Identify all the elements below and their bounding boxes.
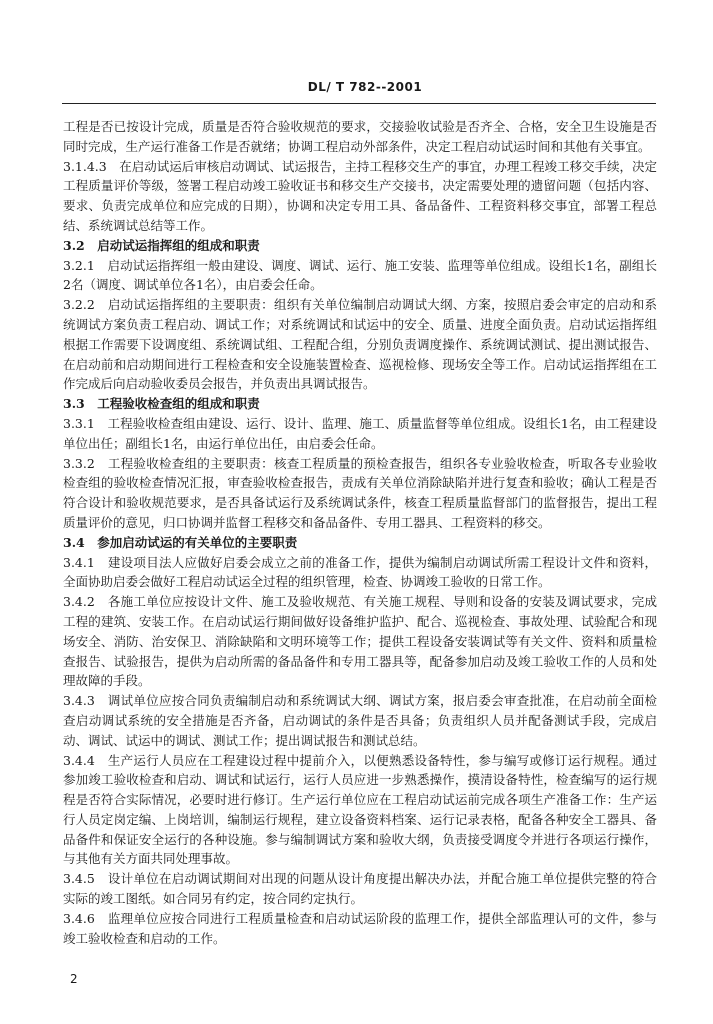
page-number: 2 <box>70 972 78 986</box>
paragraph-continuation: 工程是否已按设计完成，质量是否符合验收规范的要求，交接验收试验是否齐全、合格，安全卫生设施是否同时完成，生产运行准备工作是否就绪；协调工程启动外部条件，决定工程启动试运时间和其他有关事宜。 <box>63 119 657 154</box>
heading-3-2: 3.2 启动试运指挥组的组成和职责 <box>63 237 260 253</box>
clause-3-2-2: 3.2.2 启动试运指挥组的主要职责：组织有关单位编制启动调试大纲、方案，按照启委会审定的启动和系统调试方案负责工程启动、调试工作；对系统调试和试运中的安全、质量、进度全面负责。启动试运指挥组根据工作需要下设调度组、系统调试组、工程配合组，分别负责调度操作、系统调试测试、提出测试报告、在启动前和启动期间进行工程检查和安全设施装置检查、巡视检修、现场安全等工作。启动试运指挥组在工作完成后向启动验收委员会报告，并负责出具调试报告。 <box>63 297 657 392</box>
clause-3-4-1: 3.4.1 建设项目法人应做好启委会成立之前的准备工作，提供为编制启动调试所需工程设计文件和资料，全面协助启委会做好工程启动试运全过程的组织管理，检查、协调竣工验收的日常工作。 <box>63 554 657 590</box>
clause-3-4-3: 3.4.3 调试单位应按合同负责编制启动和系统调试大纲、调试方案，报启委会审查批准，在启动前全面检查启动调试系统的安全措施是否齐备，启动调试的条件是否具备；负责组织人员并配备测试手段，完成启动、调试、试运中的调试、测试工作；提出调试报告和测试总结。 <box>63 693 657 748</box>
heading-3-3: 3.3 工程验收检查组的组成和职责 <box>63 396 260 412</box>
clause-3-4-4: 3.4.4 生产运行人员应在工程建设过程中提前介入，以便熟悉设备特性，参与编写或修订运行规程。通过参加竣工验收检查和启动、调试和试运行，运行人员应进一步熟悉操作，摸清设备特性，检查编写的运行规程是否符合实际情况，必要时进行修订。生产运行单位应在工程启动试运前完成各项生产准备工作：生产运行人员定岗定编、上岗培训，编制运行规程，建立设备资料档案、运行记录表格，配备各种安全工器具、备品备件和保证安全运行的各种设施。参与编制调试方案和验收大纲，负责接受调度令并进行各项运行操作，与其他有关方面共同处理事故。 <box>63 752 657 867</box>
header-rule <box>62 103 656 104</box>
clause-3-4-5: 3.4.5 设计单位在启动调试期间对出现的问题从设计角度提出解决办法，并配合施工单位提供完整的符合实际的竣工图纸。如合同另有约定，按合同约定执行。 <box>63 871 657 907</box>
document-body <box>63 117 657 948</box>
clause-3-2-1: 3.2.1 启动试运指挥组一般由建设、调度、调试、运行、施工安装、监理等单位组成。设组长1名，副组长2名（调度、调试单位各1名），由启委会任命。 <box>63 257 657 293</box>
clause-3-4-2: 3.4.2 各施工单位应按设计文件、施工及验收规范、有关施工规程、导则和设备的安装及调试要求，完成工程的建筑、安装工作。在启动试运行期间做好设备维护监护、配合、巡视检查、事故处理、试验配合和现场安全、消防、治安保卫、消除缺陷和文明环境等工作；提供工程设备安装调试等有关文件、资料和质量检查报告、试验报告，提供为启动所需的备品备件和专用工器具等，配备参加启动及竣工验收工作的人员和处理故障的手段。 <box>63 594 657 689</box>
page-header: DL/ T 782--2001 <box>307 80 423 94</box>
heading-3-4: 3.4 参加启动试运的有关单位的主要职责 <box>63 534 298 550</box>
clause-3-3-2: 3.3.2 工程验收检查组的主要职责：核查工程质量的预检查报告，组织各专业验收检查，听取各专业验收检查组的验收检查情况汇报，审查验收检查报告，责成有关单位消除缺陷并进行复查和验收；确认工程是否符合设计和验收规范要求，是否具备试运行及系统调试条件，核查工程质量监督部门的监督报告，提出工程质量评价的意见，归口协调并监督工程移交和备品备件、专用工器具、工程资料的移交。 <box>63 455 657 530</box>
clause-3-1-4-3: 3.1.4.3 在启动试运后审核启动调试、试运报告，主持工程移交生产的事宜，办理工程竣工移交手续，决定工程质量评价等级，签署工程启动竣工验收证书和移交生产交接书，决定需要处理的遗留问题（包括内容、要求、负责完成单位和应完成的日期），协调和决定专用工具、备品备件、工程资料移交事宜，部署工程总结、系统调试总结等工作。 <box>63 158 657 233</box>
clause-3-4-6: 3.4.6 监理单位应按合同进行工程质量检查和启动试运阶段的监理工作，提供全部监理认可的文件，参与竣工验收检查和启动的工作。 <box>63 910 657 946</box>
clause-3-3-1: 3.3.1 工程验收检查组由建设、运行、设计、监理、施工、质量监督等单位组成。设组长1名，由工程建设单位出任；副组长1名，由运行单位出任，由启委会任命。 <box>63 415 657 451</box>
